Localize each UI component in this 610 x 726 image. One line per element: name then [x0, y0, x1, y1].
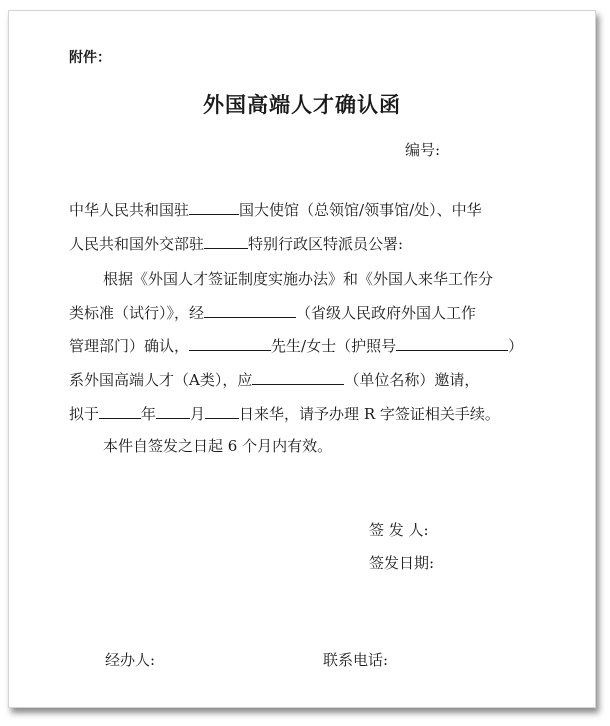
body-line-5 — [69, 335, 523, 357]
document-page — [8, 10, 596, 708]
body-line-4 — [69, 302, 476, 324]
body-line-2 — [69, 233, 403, 255]
document-title: 外国高端人才确认函 — [203, 92, 401, 117]
text-segment: 本件自签发之日起 6 个月内有效。 — [103, 437, 333, 455]
body-line-6 — [69, 369, 479, 391]
text-segment: 类标准（试行）》，经 — [69, 304, 205, 322]
issuer-label: 签 发 人: — [369, 521, 429, 539]
blank-year — [99, 403, 141, 419]
text-segment: 系外国高端人才（A类），应 — [69, 371, 253, 389]
text-segment: 国大使馆（总领馆/领事馆/处）、中华 — [239, 201, 482, 219]
blank-organization — [252, 369, 344, 385]
issue-date-label: 签发日期: — [369, 554, 435, 572]
text-segment: 月 — [190, 405, 206, 423]
contact-phone-label: 联系电话: — [323, 651, 389, 669]
text-segment: 中华人民共和国驻 — [69, 201, 190, 219]
text-segment: 管理部门）确认， — [69, 337, 190, 355]
body-line-7 — [69, 403, 500, 425]
blank-month — [156, 403, 190, 419]
attachment-label: 附件： — [69, 50, 111, 66]
text-segment: 年 — [141, 405, 157, 423]
blank-country — [189, 199, 239, 215]
text-segment: 根据《外国人才签证制度实施办法》和《外国人来华工作分 — [103, 270, 494, 288]
text-segment: ） — [508, 337, 524, 355]
text-segment: 拟于 — [69, 405, 100, 423]
text-segment: 日来华，请予办理 R 字签证相关手续。 — [239, 405, 500, 423]
document-number-label: 编号: — [405, 141, 441, 159]
text-segment: 特别行政区特派员公署: — [248, 235, 404, 253]
text-segment: （单位名称）邀请， — [344, 371, 480, 389]
blank-passport — [396, 335, 508, 351]
blank-region — [204, 233, 248, 249]
blank-province — [204, 302, 296, 318]
body-line-3 — [103, 268, 493, 290]
body-line-8 — [103, 435, 332, 457]
text-segment: 先生/女士（护照号 — [271, 337, 397, 355]
text-segment: 人民共和国外交部驻 — [69, 235, 205, 253]
text-segment: （省级人民政府外国人工作 — [296, 304, 477, 322]
blank-name — [189, 335, 271, 351]
blank-day — [205, 403, 239, 419]
handler-label: 经办人: — [105, 651, 156, 669]
body-line-1 — [69, 199, 482, 221]
